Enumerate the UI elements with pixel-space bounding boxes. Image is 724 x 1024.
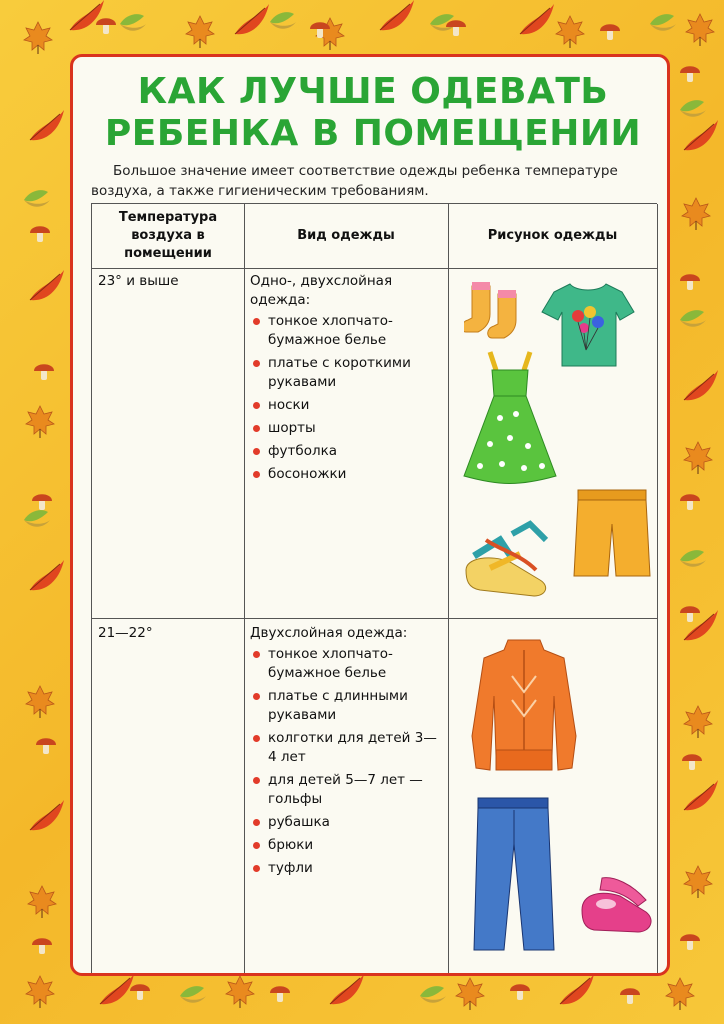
title-line-2: РЕБЕНКА В ПОМЕЩЕНИИ	[104, 113, 642, 154]
row2-temperature: 21—22°	[98, 625, 153, 641]
list-item: носки	[250, 396, 442, 415]
list-item: туфли	[250, 859, 442, 878]
header-temperature: Температура воздуха в помещении	[118, 210, 218, 261]
list-item: колготки для детей 3—4 лет	[250, 729, 442, 767]
header-clothing: Вид одежды	[297, 228, 395, 243]
list-item: босоножки	[250, 465, 442, 484]
list-item: тонкое хлопчато-бумажное белье	[250, 645, 442, 683]
sandals-icon	[460, 510, 564, 602]
list-item: брюки	[250, 836, 442, 855]
list-item: тонкое хлопчато-бумажное белье	[250, 312, 442, 350]
list-item: рубашка	[250, 813, 442, 832]
row2-clothing-list	[250, 645, 442, 878]
column-divider	[657, 204, 658, 976]
list-item: платье с короткими рукавами	[250, 354, 442, 392]
list-item: платье с длинными рукавами	[250, 687, 442, 725]
row2-clothing	[250, 624, 442, 882]
column-divider	[244, 204, 245, 976]
list-item: для детей 5—7 лет — гольфы	[250, 771, 442, 809]
header-picture: Рисунок одежды	[487, 228, 618, 243]
clothing-table	[91, 203, 657, 976]
dress-icon	[460, 348, 560, 488]
row1-clothing	[250, 272, 442, 488]
sweater-icon	[468, 636, 580, 782]
row1-clothing-heading: Одно-, двухслойная одежда:	[250, 273, 393, 308]
list-item: шорты	[250, 419, 442, 438]
row1-temperature: 23° и выше	[98, 273, 179, 289]
row-divider	[92, 268, 658, 269]
socks-icon	[464, 276, 540, 346]
content-card	[70, 54, 670, 976]
page-title	[73, 71, 670, 155]
row1-clothing-list	[250, 312, 442, 484]
shoes-icon	[576, 854, 656, 938]
title-line-1: КАК ЛУЧШЕ ОДЕВАТЬ	[137, 71, 609, 112]
list-item: футболка	[250, 442, 442, 461]
column-divider	[448, 204, 449, 976]
shorts-icon	[572, 486, 652, 580]
row-divider	[92, 618, 658, 619]
row2-clothing-heading: Двухслойная одежда:	[250, 625, 408, 641]
intro-paragraph: Большое значение имеет соответствие одежды ребенка температуре воздуха, а также гигиеническим требованиям.	[91, 163, 618, 199]
jeans-icon	[468, 794, 558, 954]
